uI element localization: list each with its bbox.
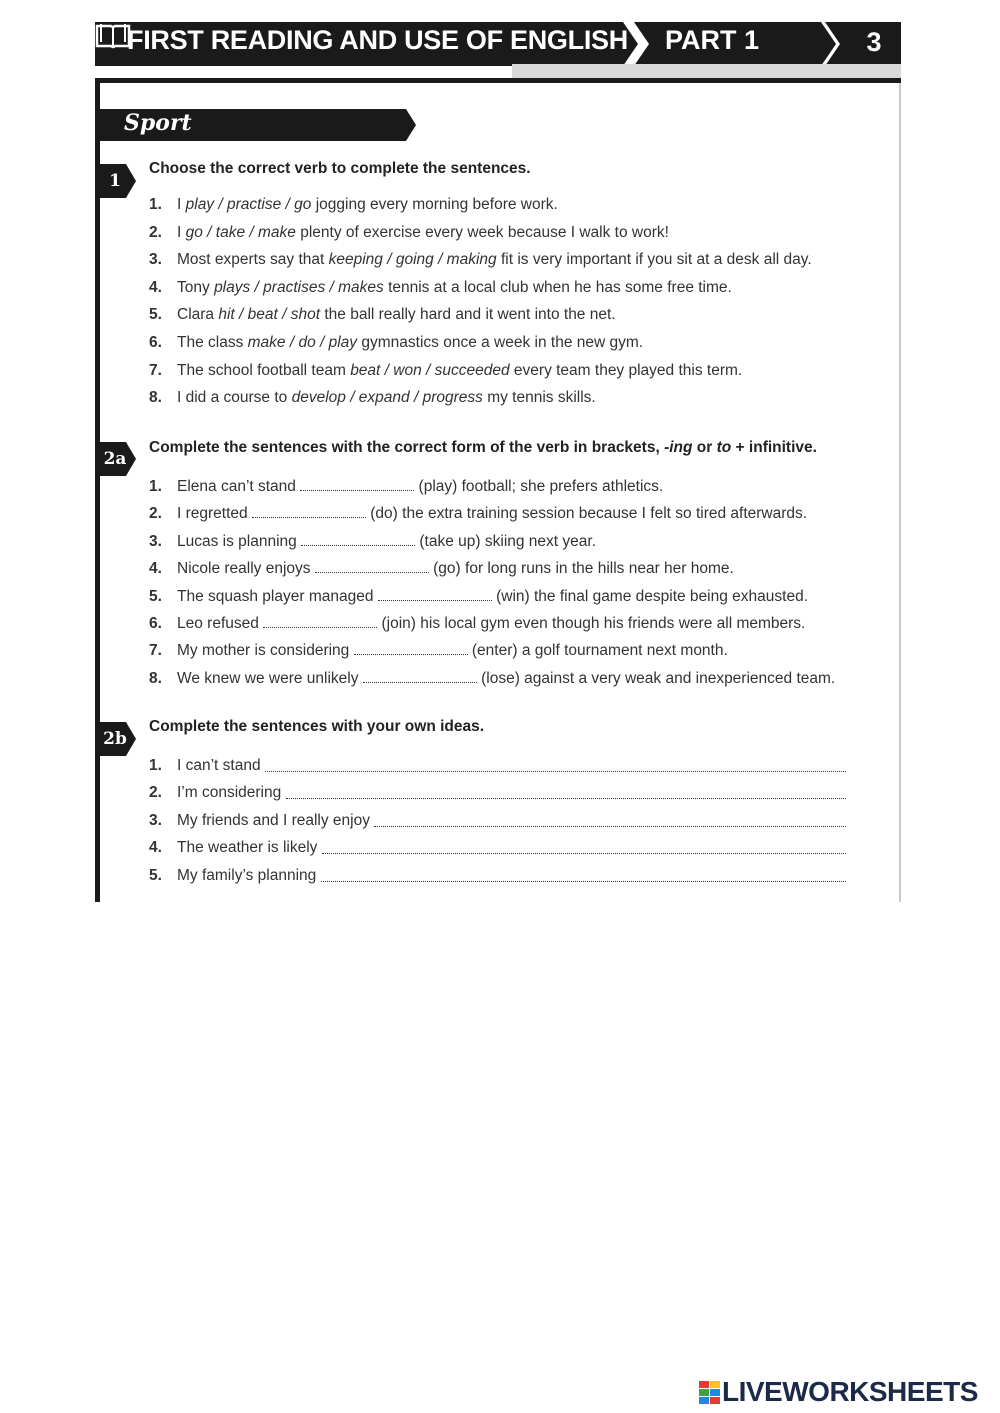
right-rule — [899, 83, 901, 902]
answer-blank[interactable] — [263, 615, 377, 628]
exercise-2a-item — [149, 670, 835, 688]
instruction-text: + infinitive. — [731, 439, 817, 456]
verb-options[interactable]: play / practise / go — [185, 196, 312, 213]
item-text: My mother is considering — [177, 642, 354, 660]
item-number: 3. — [149, 532, 162, 550]
liveworksheets-brand: LIVEWORKSHEETS — [722, 1376, 978, 1407]
unit-number: 3 — [866, 27, 882, 57]
item-text: Clara — [177, 306, 219, 324]
item-text: (enter) a golf tournament next month. — [467, 642, 728, 660]
item-number: 4. — [149, 839, 162, 857]
exercise-2a-item — [149, 642, 728, 660]
item-text: (take up) skiing next year. — [415, 532, 597, 550]
item-number: 3. — [149, 251, 162, 269]
exercise-2a-item — [149, 478, 663, 496]
verb-options[interactable]: beat / won / succeeded — [350, 361, 510, 379]
verb-options[interactable]: go / take / make — [185, 223, 296, 241]
item-text: The school football team — [177, 361, 351, 379]
verb-options[interactable]: keeping / going / making — [328, 251, 497, 269]
item-text: the ball really hard and it went into the net. — [320, 306, 616, 324]
item-text: (lose) against a very weak and inexperienced team. — [476, 669, 836, 687]
item-text: (join) his local gym even though his friends were all members. — [377, 615, 806, 632]
item-text: Most experts say that — [177, 251, 329, 269]
verb-options[interactable]: plays / practises / makes — [214, 278, 384, 296]
exercise-2b-item — [149, 812, 846, 830]
item-number: 2. — [149, 223, 162, 241]
item-number: 1. — [149, 478, 162, 495]
exercise-instruction: Complete the sentences with your own ideas. — [149, 718, 485, 735]
answer-line[interactable] — [374, 812, 846, 827]
exercise-1-item — [149, 224, 669, 242]
item-number: 8. — [149, 669, 162, 687]
item-text: tennis at a local club when he has some free time. — [383, 278, 732, 296]
instruction-to: to — [716, 439, 732, 456]
answer-line[interactable] — [286, 784, 846, 799]
exercise-1-item — [149, 196, 558, 214]
item-text: plenty of exercise every week because I walk to work! — [295, 223, 669, 241]
item-number: 1. — [149, 757, 162, 774]
item-text: jogging every morning before work. — [311, 196, 558, 213]
answer-blank[interactable] — [252, 505, 366, 518]
exercise-1-item — [149, 334, 643, 352]
item-number: 5. — [149, 587, 162, 605]
item-text: The squash player managed — [177, 587, 378, 605]
item-text: Nicole really enjoys — [177, 560, 315, 578]
exercise-number: 2b — [103, 729, 127, 749]
answer-line[interactable] — [265, 757, 846, 772]
item-text: my tennis skills. — [482, 389, 596, 407]
exercise-2b-item — [149, 839, 846, 857]
open-book-icon — [95, 22, 131, 50]
item-text: fit is very important if you sit at a desk all day. — [496, 251, 812, 269]
item-text: I can’t stand — [177, 757, 265, 774]
item-number: 6. — [149, 334, 162, 351]
answer-blank[interactable] — [300, 478, 414, 491]
exercise-instruction: Choose the correct verb to complete the sentences. — [149, 160, 531, 177]
item-text: Lucas is planning — [177, 532, 302, 550]
exercise-1-item — [149, 251, 812, 269]
item-number: 6. — [149, 615, 162, 632]
item-number: 1. — [149, 196, 162, 213]
instruction-ing: -ing — [664, 439, 693, 456]
item-text: My family’s planning — [177, 866, 321, 884]
verb-options[interactable]: develop / expand / progress — [291, 389, 483, 407]
verb-options[interactable]: hit / beat / shot — [218, 306, 321, 324]
answer-line[interactable] — [322, 839, 846, 854]
item-text: (play) football; she prefers athletics. — [414, 478, 664, 495]
header-title: FIRST READING AND USE OF ENGLISH — [127, 25, 628, 55]
item-number: 5. — [149, 866, 162, 884]
item-text: I regretted — [177, 505, 252, 523]
item-text: Tony — [177, 278, 215, 296]
exercise-2a-item — [149, 533, 596, 551]
item-text: I — [177, 223, 186, 241]
exercise-2a-item — [149, 615, 805, 633]
exercise-1-item — [149, 389, 596, 407]
exercise-1-item — [149, 306, 616, 324]
item-text: Leo refused — [177, 615, 264, 632]
item-number: 7. — [149, 361, 162, 379]
answer-blank[interactable] — [354, 642, 468, 655]
item-number: 4. — [149, 560, 162, 578]
item-text: I — [177, 196, 186, 213]
item-number: 8. — [149, 389, 162, 407]
answer-blank[interactable] — [378, 588, 492, 601]
item-text: The class — [177, 334, 248, 351]
item-text: I’m considering — [177, 784, 286, 802]
exercise-number: 1 — [109, 171, 121, 191]
item-text: (do) the extra training session because I felt so tired afterwards. — [365, 505, 808, 523]
item-number: 3. — [149, 811, 162, 829]
section-title: Sport — [124, 110, 192, 136]
item-text: My friends and I really enjoy — [177, 811, 375, 829]
item-text: The weather is likely — [177, 839, 322, 857]
item-number: 5. — [149, 306, 162, 324]
exercise-number: 2a — [103, 449, 127, 469]
answer-blank[interactable] — [315, 560, 429, 573]
header-banner — [95, 22, 901, 66]
exercise-1-item — [149, 279, 732, 297]
answer-line[interactable] — [321, 867, 846, 882]
item-text: Elena can’t stand — [177, 478, 301, 495]
item-number: 2. — [149, 784, 162, 802]
item-text: We knew we were unlikely — [177, 669, 363, 687]
exercise-2a-item — [149, 560, 734, 578]
answer-blank[interactable] — [363, 670, 477, 683]
exercise-1-item — [149, 362, 742, 380]
instruction-text: Complete the sentences with the correct form of the verb in brackets, — [149, 439, 665, 456]
exercise-instruction — [149, 439, 817, 457]
exercise-2b-item — [149, 757, 846, 775]
header-grey-strip — [512, 64, 901, 78]
liveworksheets-logo-icon — [699, 1378, 721, 1408]
exercise-2b-item — [149, 867, 846, 885]
left-rule — [95, 78, 100, 902]
answer-blank[interactable] — [301, 533, 415, 546]
item-text: every team they played this term. — [509, 361, 743, 379]
item-text: (go) for long runs in the hills near her home. — [428, 560, 734, 578]
exercise-2a-item — [149, 588, 808, 606]
item-text: (win) the final game despite being exhausted. — [491, 587, 809, 605]
exercise-2b-item — [149, 784, 846, 802]
item-number: 7. — [149, 642, 162, 660]
item-text: I did a course to — [177, 389, 292, 407]
item-number: 4. — [149, 278, 162, 296]
exercise-2a-item — [149, 505, 807, 523]
instruction-text: or — [692, 439, 717, 456]
item-number: 2. — [149, 505, 162, 523]
verb-options[interactable]: make / do / play — [247, 334, 358, 351]
item-text: gymnastics once a week in the new gym. — [357, 334, 644, 351]
header-part: PART 1 — [665, 25, 760, 55]
top-rule — [95, 78, 901, 83]
